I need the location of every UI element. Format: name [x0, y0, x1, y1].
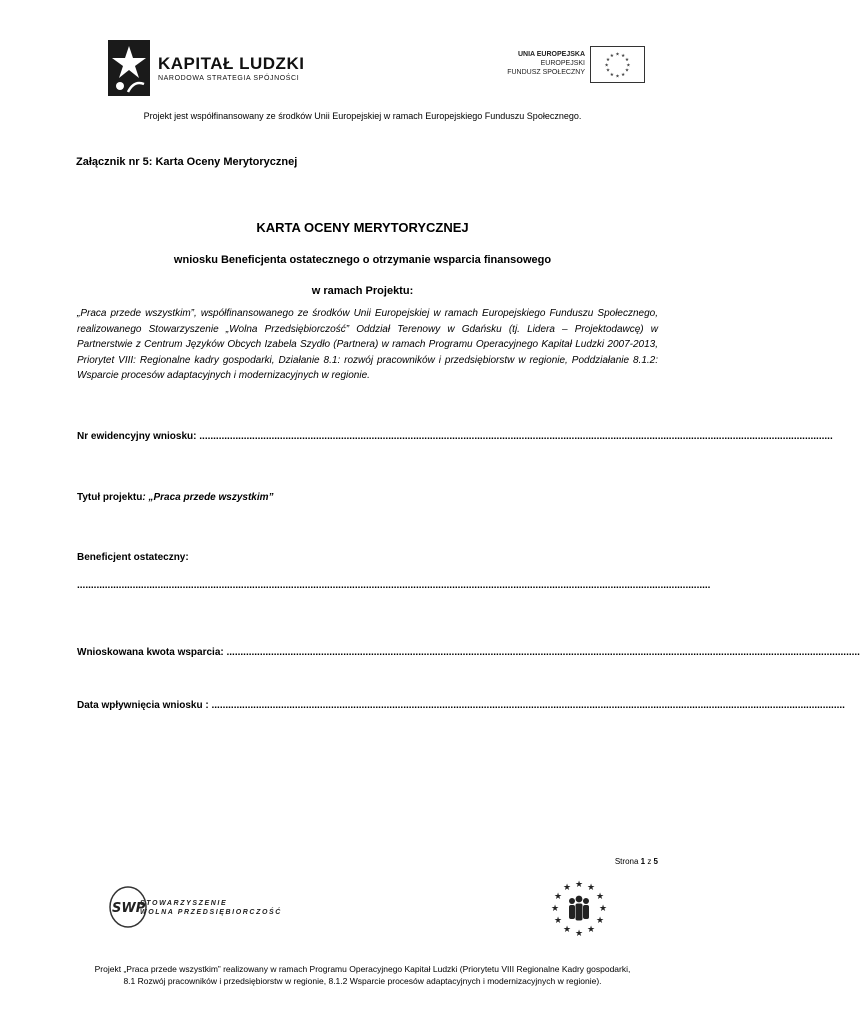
svg-text:★: ★	[574, 880, 584, 890]
eu-logo	[505, 46, 645, 84]
svg-text:★: ★	[626, 63, 631, 69]
svg-text:★: ★	[595, 916, 605, 926]
svg-text:★: ★	[609, 53, 614, 59]
requested-amount-label: Wnioskowana kwota wsparcia:	[77, 647, 224, 658]
svg-text:★: ★	[553, 892, 563, 902]
svg-text:★: ★	[562, 883, 572, 893]
project-title-label: Tytuł projektu	[77, 492, 143, 503]
document-title: KARTA OCENY MERYTORYCZNEJ	[256, 220, 469, 235]
svg-text:★: ★	[574, 929, 584, 939]
beneficiary-field	[77, 552, 629, 563]
swp-logo	[108, 883, 282, 931]
svg-text:★: ★	[609, 72, 614, 78]
svg-text:★: ★	[586, 925, 596, 935]
kapital-ludzki-star-icon	[108, 40, 150, 96]
eu-logo-line3: FUNDUSZ SPOŁECZNY	[507, 69, 585, 76]
svg-text:★: ★	[605, 68, 611, 74]
registration-number-field	[77, 431, 833, 442]
svg-text:★: ★	[621, 72, 626, 78]
project-title-field	[77, 492, 629, 503]
stars-circle-icon	[548, 877, 610, 939]
requested-amount-field	[77, 647, 860, 658]
receipt-date-dots: ....................................................................................................................................................................................................................................	[211, 700, 845, 711]
project-title-value: : „Praca przede wszystkim”	[142, 492, 274, 503]
page-number-prefix: Strona	[614, 857, 641, 866]
swp-letters: SWP	[112, 901, 146, 916]
swp-logo-text	[140, 899, 282, 917]
requested-amount-dots: ....................................................................................................................................................................................................................................	[226, 647, 860, 658]
svg-text:★: ★	[615, 52, 620, 58]
swp-line1: STOWARZYSZENIE	[140, 900, 228, 907]
beneficiary-dots: ....................................................................................................................................................................................................................................	[77, 580, 711, 591]
cofinance-note: Projekt jest współfinansowany ze środków Unii Europejskiej w ramach Europejskiego Funduszu Społecznego.	[143, 111, 582, 121]
project-description: „Praca przede wszystkim”, współfinansowanego ze środków Unii Europejskiej w ramach Europejskiego Funduszu Społecznego, realizowanego Stowarzyszenie „Wolna Przedsiębiorczość” Oddział Terenowy w Gdańsku (tj. Lidera – Projektodawcę) w Partnerstwie z Centrum Języków Obcych Izabela Szydło (Partnera) w ramach Programu Operacyjnego Kapitał Ludzki 2007-2013, Priorytet VIII: Regionalne kadry gospodarki, Działanie 8.1: rozwój pracowników i przedsiębiorstw w regionie, Poddziałanie 8.1.2: Wsparcie procesów adaptacyjnych i modernizacyjnych w regionie.	[77, 308, 658, 381]
svg-text:★: ★	[624, 58, 630, 64]
registration-number-label: Nr ewidencyjny wniosku:	[77, 431, 197, 442]
receipt-date-label: Data wpływnięcia wniosku :	[77, 700, 209, 711]
footer-line1: Projekt „Praca przede wszystkim” realizowany w ramach Programu Operacyjnego Kapitał Ludzki (Priorytetu VIII Regionalne Kadry gospodarki,	[94, 964, 631, 974]
beneficiary-label: Beneficjent ostateczny:	[77, 552, 189, 563]
receipt-date-field	[77, 700, 845, 711]
kapital-ludzki-subtitle: NARODOWA STRATEGIA SPÓJNOŚCI	[158, 75, 300, 82]
eu-flag-icon	[590, 46, 645, 83]
document-subtitle-project: w ramach Projektu:	[311, 285, 414, 297]
svg-text:★: ★	[586, 883, 596, 893]
svg-text:★: ★	[550, 904, 560, 914]
svg-text:★: ★	[624, 68, 630, 74]
page-number-total: 5	[653, 857, 658, 866]
eu-logo-text	[507, 50, 585, 77]
footer-note	[0, 964, 725, 987]
registration-number-dots: ....................................................................................................................................................................................................................................	[199, 431, 833, 442]
page-number-current: 1	[640, 857, 646, 866]
attachment-label: Załącznik nr 5: Karta Oceny Merytorycznej	[76, 156, 298, 168]
svg-text:★: ★	[604, 63, 609, 69]
svg-text:★: ★	[595, 892, 605, 902]
page-number-separator: z	[645, 857, 654, 866]
svg-text:★: ★	[553, 916, 563, 926]
svg-text:★: ★	[598, 904, 608, 914]
svg-text:★: ★	[605, 58, 611, 64]
document-subtitle: wniosku Beneficjenta ostatecznego o otrzymanie wsparcia finansowego	[173, 254, 552, 266]
eu-logo-line1: UNIA EUROPEJSKA	[517, 51, 585, 58]
page-number	[615, 857, 658, 866]
svg-text:★: ★	[562, 925, 572, 935]
swp-line2: WOLNA PRZEDSIĘBIORCZOŚĆ	[140, 909, 282, 916]
footer-line2: 8.1 Rozwój pracowników i przedsiębiorstw w regionie, 8.1.2 Wsparcie procesów adaptacyjnych i modernizacyjnych w regionie).	[123, 975, 602, 986]
svg-text:★: ★	[621, 53, 626, 59]
svg-text:★: ★	[615, 74, 620, 80]
kapital-ludzki-title: KAPITAŁ LUDZKI	[158, 54, 305, 73]
eu-logo-line2: EUROPEJSKI	[540, 60, 585, 67]
kapital-ludzki-logo	[108, 40, 328, 96]
